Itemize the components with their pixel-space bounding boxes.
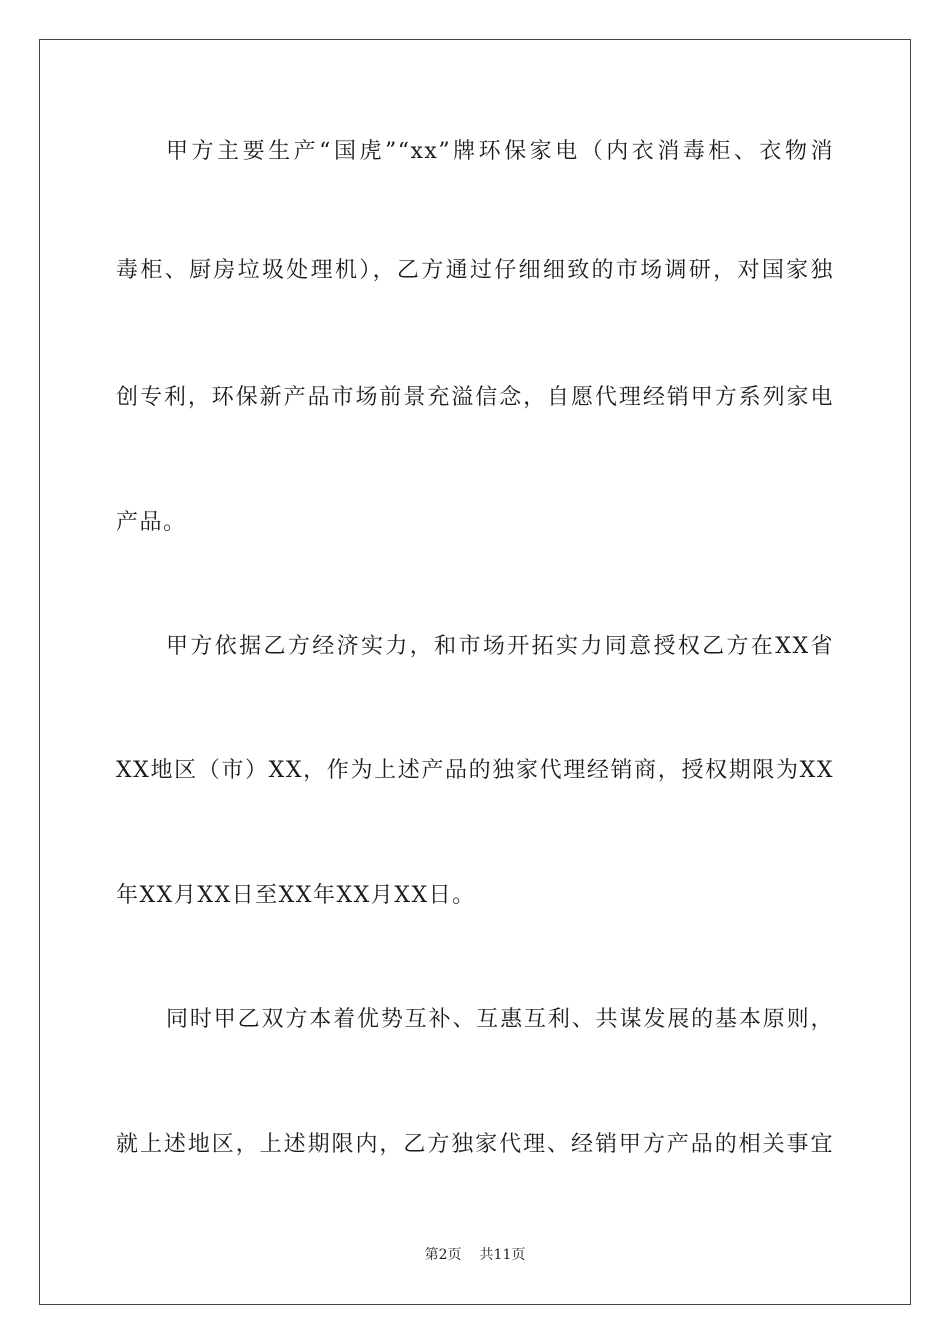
text-line-7: 年XX月XX日至XX年XX月XX日。 xyxy=(116,883,476,908)
text-line-4: 产品。 xyxy=(116,510,187,535)
page-border xyxy=(39,39,911,1305)
page-footer xyxy=(0,1246,950,1264)
text-line-9: 就上述地区，上述期限内，乙方独家代理、经销甲方产品的相关事宜 xyxy=(116,1132,834,1157)
text-line-5: 甲方依据乙方经济实力，和市场开拓实力同意授权乙方在XX省 xyxy=(166,634,834,659)
text-line-6: XX地区（市）XX，作为上述产品的独家代理经销商，授权期限为XX xyxy=(116,758,834,783)
text-line-8: 同时甲乙双方本着优势互补、互惠互利、共谋发展的基本原则， xyxy=(166,1007,834,1032)
text-line-3: 创专利，环保新产品市场前景充溢信念，自愿代理经销甲方系列家电 xyxy=(116,385,834,410)
text-line-2: 毒柜、厨房垃圾处理机），乙方通过仔细细致的市场调研，对国家独 xyxy=(116,258,834,283)
text-line-1: 甲方主要生产“国虎”“xx”牌环保家电（内衣消毒柜、衣物消 xyxy=(166,139,834,164)
page-total: 共11页 xyxy=(479,1247,526,1263)
page-number: 第2页 xyxy=(424,1247,462,1263)
